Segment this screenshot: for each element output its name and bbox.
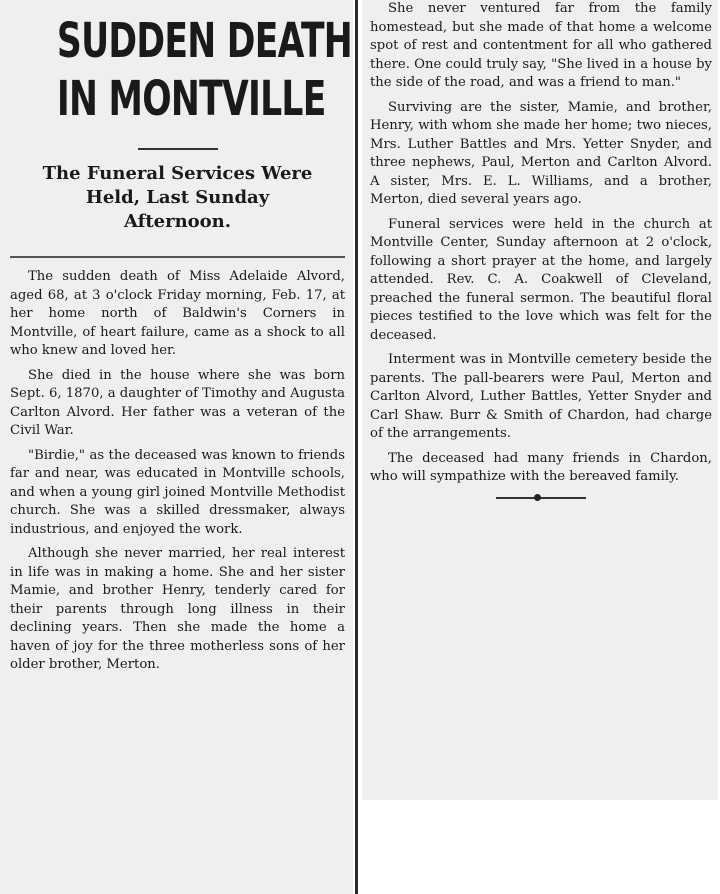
- article-paragraph: Interment was in Montville cemetery beside the parents. The pall-bearers were Paul, Merton and Carlton Alvord, Luther Battles, Yetter Snyder and Carl Shaw. Burr & Smith of Chardon, had charge of the arrangements.: [370, 352, 712, 441]
- article-paragraph: Although she never married, her real interest in life was in making a home. She and her sister Mamie, and brother Henry, tenderly cared for their parents through long illness in their declining years. Then she made the home a haven of joy for the three motherless sons of her older brother, Merton.: [10, 546, 345, 672]
- article-paragraph: Surviving are the sister, Mamie, and brother, Henry, with whom she made her home; two nieces, Mrs. Luther Battles and Mrs. Yetter Snyder, and three nephews, Paul, Merton and Carlton Alvord. A sister, Mrs. E. L. Williams, and a brother, Merton, died several years ago.: [370, 99, 712, 207]
- right-column: [362, 0, 718, 800]
- subhead-line-3: Afternoon.: [123, 211, 232, 232]
- article-paragraph: "Birdie," as the deceased was known to friends far and near, was educated in Montville schools, and when a young girl joined Montville Methodist church. She was a skilled dressmaker, always industrious, and enjoyed the work.: [10, 447, 345, 537]
- article-paragraph: The deceased had many friends in Chardon, who will sympathize with the bereaved family.: [370, 450, 712, 484]
- end-divider: [496, 497, 586, 499]
- column-rule: [355, 0, 358, 894]
- subhead-line-1: The Funeral Services Were: [42, 163, 313, 184]
- headline-line-2: IN MONTVILLE: [56, 71, 326, 127]
- article-paragraph: The sudden death of Miss Adelaide Alvord, aged 68, at 3 o'clock Friday morning, Feb. 17, at her home north of Baldwin's Corners in Montville, of heart failure, came as a shock to all who knew and loved her.: [10, 269, 345, 358]
- left-column: [0, 0, 353, 894]
- subhead-line-2: Held, Last Sunday: [85, 187, 270, 208]
- article-paragraph: She never ventured far from the family homestead, but she made of that home a welcome spot of rest and contentment for all who gathered there. One could truly say, "She lived in a house by the side of the road, and was a friend to man.": [370, 1, 712, 90]
- headline-divider: [138, 148, 218, 150]
- headline-line-1: SUDDEN DEATH: [56, 13, 353, 69]
- subhead-divider: [10, 256, 345, 258]
- article-paragraph: She died in the house where she was born Sept. 6, 1870, a daughter of Timothy and Augusta Carlton Alvord. Her father was a veteran of the Civil War.: [10, 367, 345, 438]
- article-paragraph: Funeral services were held in the church at Montville Center, Sunday afternoon at 2 o'clock, following a short prayer at the home, and largely attended. Rev. C. A. Coakwell of Cleveland, preached the funeral sermon. The beautiful floral pieces testified to the love which was felt for the deceased.: [370, 216, 712, 343]
